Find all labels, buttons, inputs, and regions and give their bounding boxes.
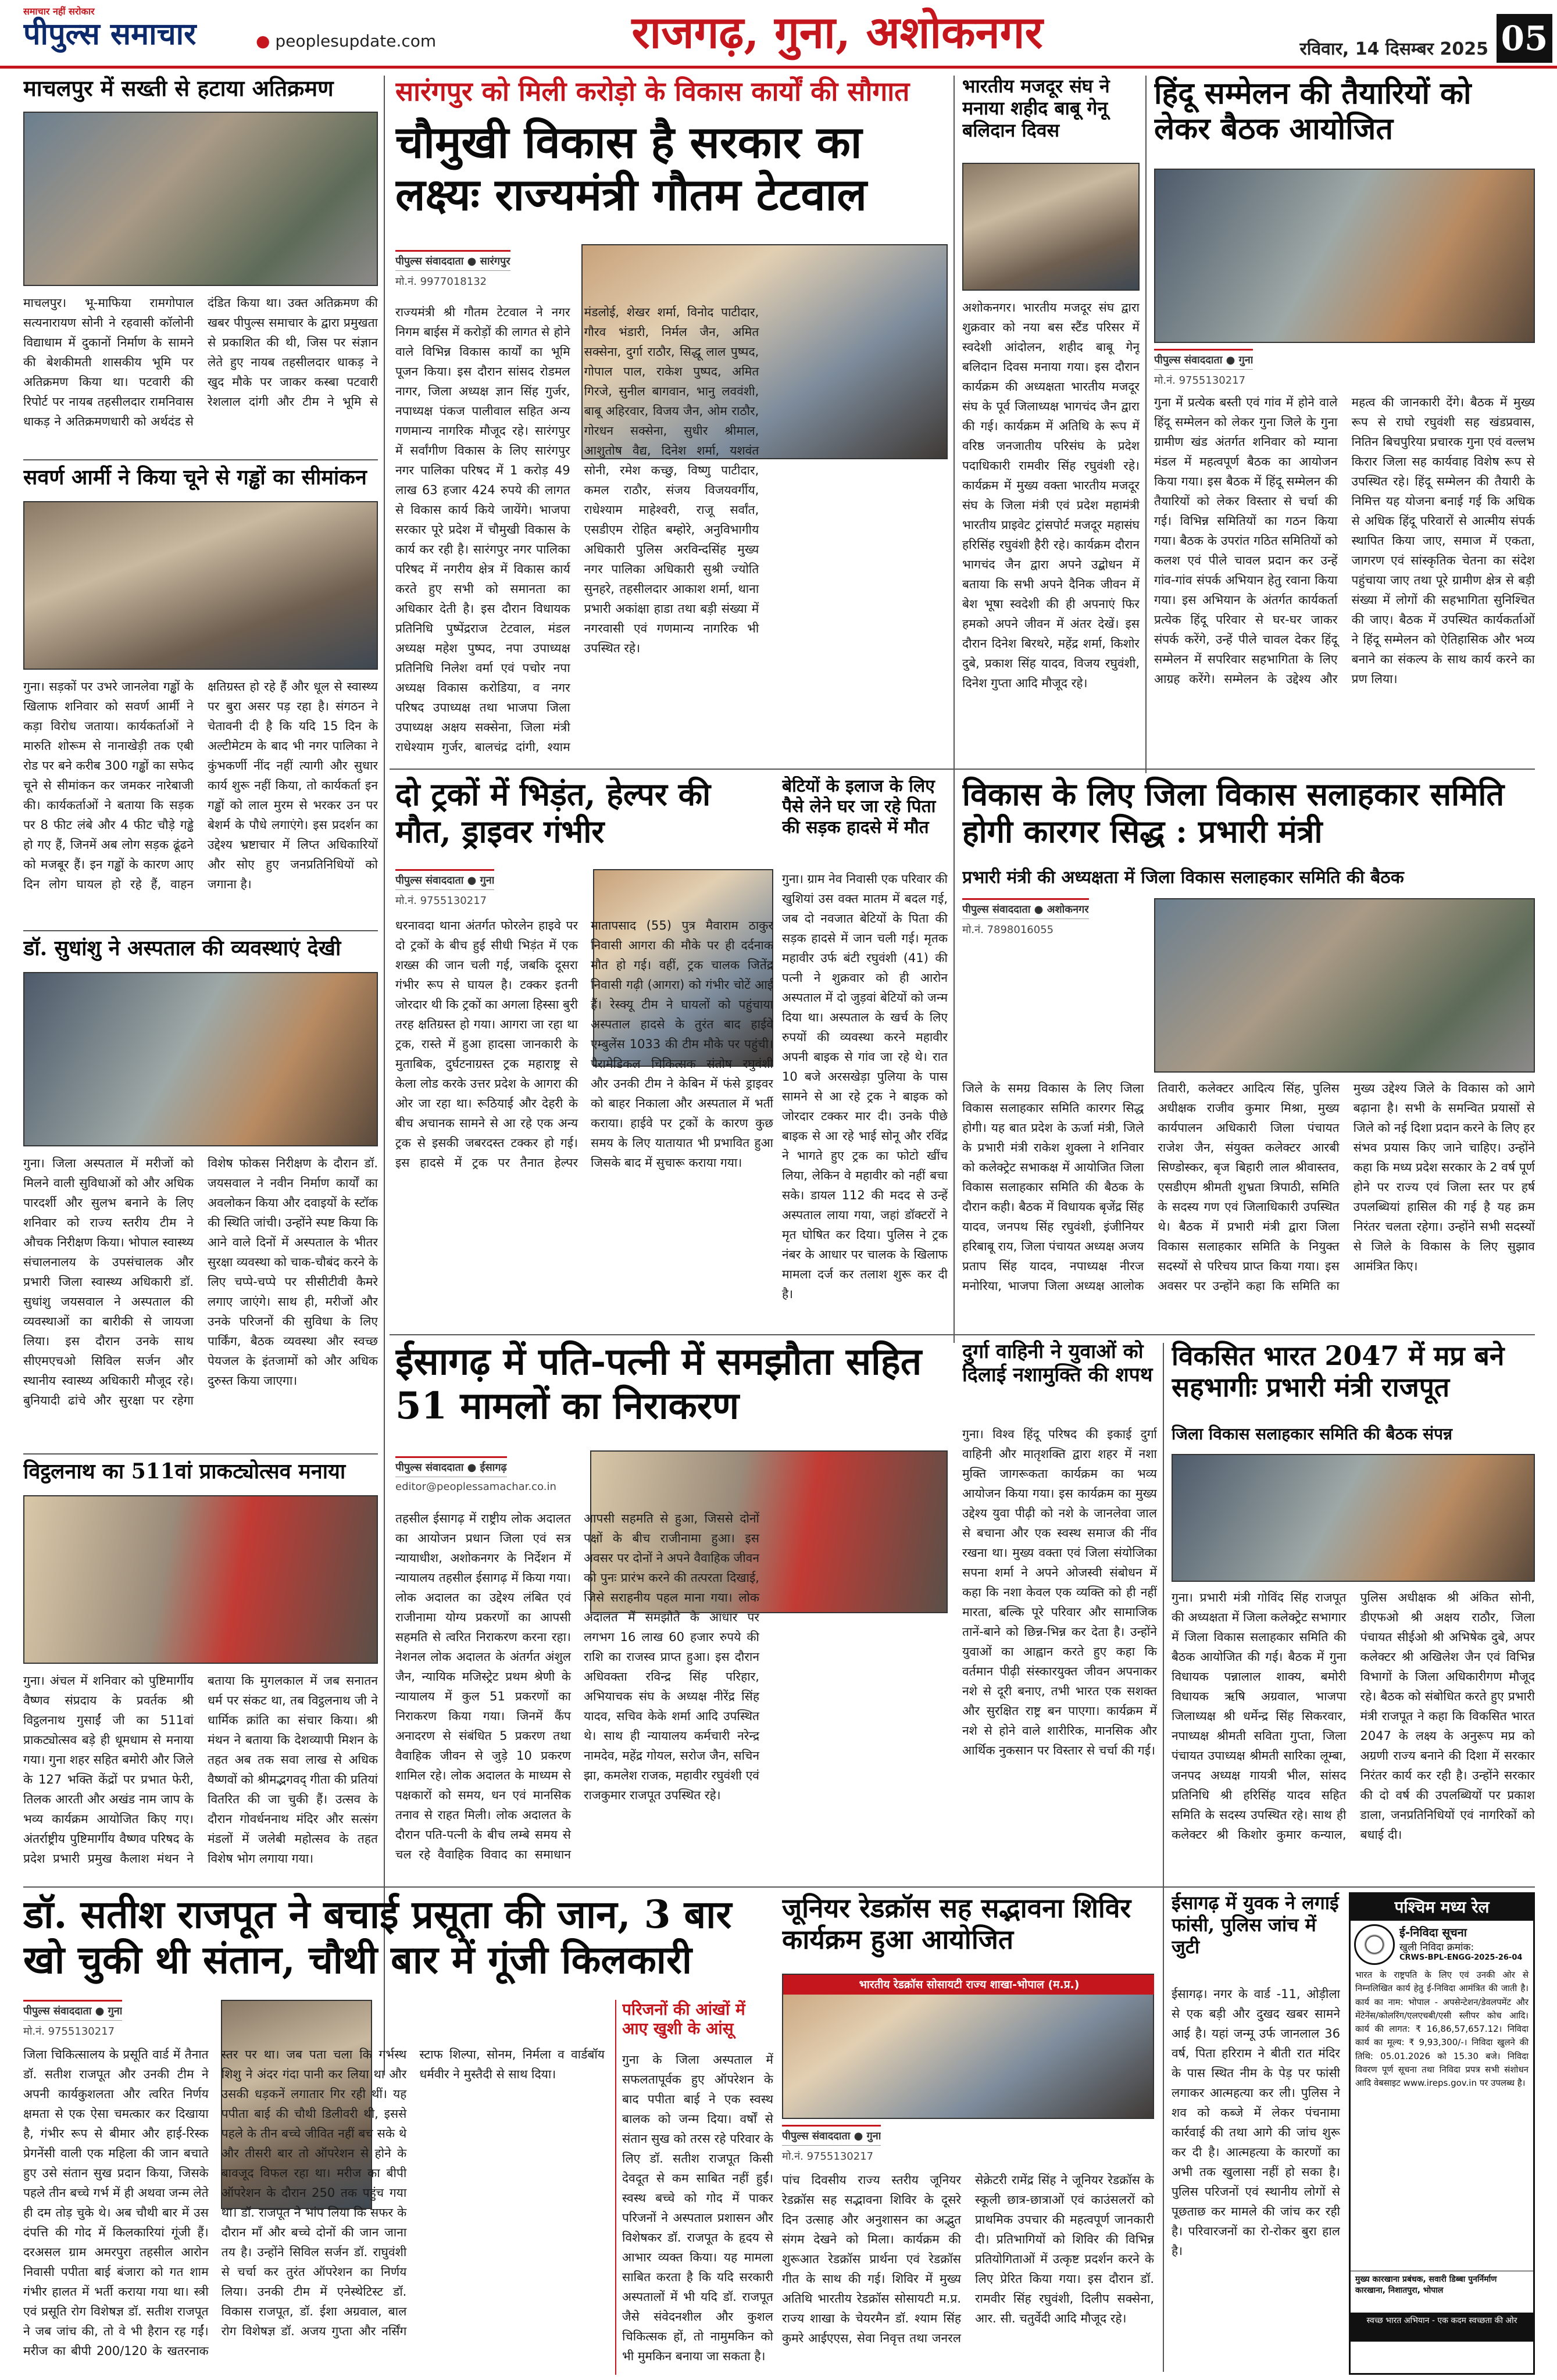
headline: ईसागढ़ में युवक ने लगाई फांसी, पुलिस जांच में जुटी <box>1172 1892 1339 1958</box>
photo-encroachment-removal <box>23 112 378 286</box>
railway-tender-ad <box>1349 1892 1535 2375</box>
column-rule <box>384 76 385 2075</box>
photo-potholes-protest <box>23 501 378 670</box>
paper-logo <box>23 5 244 63</box>
section-rule <box>23 1453 378 1455</box>
article-body: तहसील ईसागढ़ में राष्ट्रीय लोक अदालत का आयोजन प्रधान जिला एवं सत्र न्यायाधीश, अशोकनगर के निर्देशन में न्यायालय तहसील ईसागढ़ में किया गया। लोक अदालत का उद्देश्य लंबित एवं राजीनामा योग्य प्रकरणों का आपसी सहमति से त्वरित निराकरण करना रहा। नेशनल लोक अदालत के अंतर्गत अंशुल जैन, न्यायिक मजिस्ट्रेट प्रथम श्रेणी के न्यायालय में कुल 51 प्रकरणों का निराकरण किया गया। जिनमें कैंप अनादरण से संबंधित 5 प्रकरण तथा वैवाहिक जीवन से जुड़े 10 प्रकरण शामिल रहे। लोक अदालत के माध्यम से पक्षकारों को समय, धन एवं मानसिक तनाव से राहत मिली। लोक अदालत के दौरान पति-पत्नी के बीच लम्बे समय से चल रहे वैवाहिक विवाद का समाधान आपसी सहमति से हुआ, जिससे दोनों पक्षों के बीच राजीनामा हुआ। इस अवसर पर दोनों ने अपने वैवाहिक जीवन को पुनः प्रारंभ करने की तत्परता दिखाई, जिसे सराहनीय पहल माना गया। लोक अदालत में समझौते के आधार पर लगभग 16 लाख 60 हजार रुपये की राशि का राजस्व प्राप्त हुआ। इस दौरान अधिवक्ता रविन्द्र सिंह परिहार, अभियाचक संघ के अध्यक्ष नीरेंद्र सिंह यादव, सचिव केके शर्मा आदि उपस्थित थे। साथ ही न्यायालय कर्मचारी नरेन्द्र नामदेव, महेंद्र गोयल, सरोज जैन, सचिन झा, कमलेश राजक, महावीर रघुवंशी एवं राजकुमार राजपूत उपस्थित रहे। <box>395 1511 759 1862</box>
article-truck-collision <box>395 776 773 1328</box>
photo-committee-meeting <box>1154 898 1535 1073</box>
photo-viksit-meeting <box>1172 1454 1535 1582</box>
mobile-number: मो.नं. 9755130217 <box>782 2150 874 2163</box>
article-durga-vahini <box>962 1340 1157 1881</box>
article-body: गुना। जिला अस्पताल में मरीजों को मिलने वाली सुविधाओं को और अधिक पारदर्शी और सुलभ बनाने के लिए शनिवार को राज्य स्तरीय टीम ने औचक निरीक्षण किया। भोपाल स्वास्थ्य संचालनालय के उपसंचालक और प्रभारी जिला स्वास्थ्य अधिकारी डॉ. सुधांशु जयसवाल ने अस्पताल की व्यवस्थाओं का बारीकी से जायजा लिया। इस दौरान उनके साथ सीएमएचओ सिविल सर्जन और स्थानीय स्वास्थ्य अधिकारी मौजूद रहे। बुनियादी ढांचे और सुरक्षा पर रहेगा विशेष फोकस निरीक्षण के दौरान डॉ. जयसवाल ने नवीन निर्माण कार्यों का अवलोकन किया और दवाइयों के स्टॉक की स्थिति जांची। उन्होंने स्पष्ट किया कि आने वाले दिनों में अस्पताल के भीतर सुरक्षा व्यवस्था को चाक-चौबंद करने के लिए चप्पे-चप्पे पर सीसीटीवी कैमरे लगाए जाएंगे। साथ ही, मरीजों और उनके परिजनों की सुविधा के लिए पार्किंग, बैठक व्यवस्था और स्वच्छ पेयजल के इंतजामों को और अधिक दुरुस्त किया जाएगा। <box>23 1156 378 1408</box>
article-body: गुना में प्रत्येक बस्ती एवं गांव में होने वाले हिंदू सम्मेलन को लेकर गुना जिले के गुना ग्रामीण खंड अंतर्गत शनिवार को म्याना मंडल में महत्वपूर्ण बैठक का आयोजन किया गया। इस बैठक में हिंदू सम्मेलन की तैयारियों को लेकर विस्तार से चर्चा की गई। विभिन्न समितियों का गठन किया गया। बैठक के उपरांत गठित समितियों को कलश एवं पीले चावल प्रदान कर उन्हें गांव-गांव संपर्क अभियान हेतु रवाना किया गया। इस अभियान के अंतर्गत कार्यकर्ता प्रत्येक हिंदू परिवार से घर-घर जाकर संपर्क करेंगे, उन्हें पीले चावल देकर हिंदू सम्मेलन में सपरिवार सहभागिता के लिए आग्रह करेंगे। सम्मेलन के उद्देश्य और महत्व की जानकारी देंगे। बैठक में मुख्य रूप से राघो रघुवंशी सह खंडप्रवास, नितिन बिचपुरिया प्रचारक गुना एवं वल्लभ किरार जिला सह कार्यवाह विशेष रूप से उपस्थित रहे। हिंदू सम्मेलन की तैयारी के निमित्त यह योजना बनाई गई कि अधिक से अधिक हिंदू परिवारों से आत्मीय संपर्क स्थापित किया जाए, समाज में एकता, जागरण एवं सांस्कृतिक चेतना का संदेश पहुंचाया जाए तथा पूरे ग्रामीण क्षेत्र से बड़ी संख्या में लोगों की सहभागिता सुनिश्चित की जाए। बैठक में उपस्थित कार्यकर्ताओं ने हिंदू सम्मेलन को ऐतिहासिक और भव्य बनाने का संकल्प के साथ कार्य करने का प्रण लिया। <box>1154 395 1535 687</box>
headline: बेटियों के इलाज के लिए पैसे लेने घर जा रहे पिता की सड़क हादसे में मौत <box>782 776 936 838</box>
column-rule <box>1145 76 1147 773</box>
article-body: गुना। प्रभारी मंत्री गोविंद सिंह राजपूत की अध्यक्षता में जिला कलेक्ट्रेट सभागार में जिला विकास सलाहकार समिति की बैठक आयोजित की गई। बैठक में गुना विधायक पन्नालाल शाक्य, बमोरी विधायक ऋषि अग्रवाल, भाजपा जिलाध्यक्ष श्री धर्मेन्द्र सिंह सिकरवार, नपाध्यक्ष श्रीमती सविता गुप्ता, जिला पंचायत उपाध्यक्ष श्रीमती सारिका लूम्बा, जनपद अध्यक्ष गायत्री भील, सांसद प्रतिनिधि श्री हरिसिंह यादव सहित समिति के सदस्य उपस्थित रहे। साथ ही कलेक्टर श्री किशोर कुमार कन्याल, पुलिस अधीक्षक श्री अंकित सोनी, डीएफओ श्री अक्षय राठौर, जिला पंचायत सीईओ श्री अभिषेक दुबे, अपर कलेक्टर श्री अखिलेश जैन एवं विभिन्न विभागों के जिला अधिकारीगण मौजूद रहे। बैठक को संबोधित करते हुए प्रभारी मंत्री राजपूत ने कहा कि विकसित भारत 2047 के लक्ष्य के अनुरूप मप्र को अग्रणी राज्य बनाने की दिशा में सरकार निरंतर कार्य कर रही है। उन्होंने सरकार की दो वर्ष की उपलब्धियों पर प्रकाश डाला, जनप्रतिनिधियों एवं नागरिकों को बधाई दी। <box>1172 1591 1535 1842</box>
byline: पीपुल्स संवाददाता ● गुना <box>23 2000 122 2021</box>
photo-meeting <box>1154 169 1535 343</box>
section-rule <box>390 1334 1535 1335</box>
column-rule <box>954 76 955 1343</box>
headline: दो ट्रकों में भिड़ंत, हेल्पर की मौत, ड्राइवर गंभीर <box>395 776 711 850</box>
site-url[interactable] <box>256 31 453 55</box>
article-red-cross <box>782 1892 1154 2375</box>
section-rule <box>23 1886 1535 1888</box>
headline: विकास के लिए जिला विकास सलाहकार समिति होगी कारगर सिद्ध : प्रभारी मंत्री <box>962 776 1505 850</box>
section-rule <box>23 459 378 460</box>
article-body: माचलपुर। भू-माफिया रामगोपाल सत्यनारायण सोनी ने रहवासी कॉलोनी विद्याधाम में दुकानों निर्माण के सामने की बेशकीमती शासकीय भूमि पर अतिक्रमण किया था। पटवारी की रिपोर्ट पर नायब तहसीलदार रामनिवास धाकड़ ने अतिक्रमणधारी को अर्थदंड से दंडित किया था। उक्त अतिक्रमण की खबर पीपुल्स समाचार के द्वारा प्रमुखता से प्रकाशित की थी, जिस पर संज्ञान लेते हुए नायब तहसीलदार धाकड़ ने खुद मौके पर जाकर कस्बा पटवारी रेशलाल दांगी और टीम ने भूमि से <box>23 296 378 429</box>
region-title: राजगढ़, गुना, अशोकनगर <box>631 6 1043 58</box>
article-body: गुना। विश्व हिंदू परिषद की इकाई दुर्गा वाहिनी और मातृशक्ति द्वारा शहर में नशा मुक्ति जागरूकता कार्यक्रम का भव्य आयोजन किया गया। इस कार्यक्रम का मुख्य उद्देश्य युवा पीढ़ी को नशे के जानलेवा जाल से बचाना और एक स्वस्थ समाज की नींव रखना था। मुख्य वक्ता एवं जिला संयोजिका सपना शर्मा ने अपने ओजस्वी संबोधन में कहा कि नशा केवल एक व्यक्ति को ही नहीं मारता, बल्कि पूरे परिवार और सामाजिक तानें-बाने को छिन्न-भिन्न कर देता है। उन्होंने युवाओं का आह्वान करते हुए कहा कि वर्तमान पीढ़ी संस्कारयुक्त जीवन अपनाकर नशे से दूरी बनाए, तभी भारत एक सशक्त और सुरक्षित राष्ट्र बन पाएगा। कार्यक्रम में नशे से होने वाले शारीरिक, मानसिक और आर्थिक नुकसान पर विस्तार से चर्चा की गई। <box>962 1427 1157 1758</box>
sidebox-body: गुना के जिला अस्पताल में सफलतापूर्वक हुए ऑपरेशन के बाद पपीता बाई ने एक स्वस्थ बालक को जन्म दिया। वर्षों से संतान सुख को तरस रहे परिवार के लिए डॉ. सतीश राजपूत किसी देवदूत से कम साबित नहीं हुईं। स्वस्थ बच्चे को गोद में पाकर परिजनों ने अस्पताल प्रशासन और विशेषकर डॉ. राजपूत के हृदय से आभार व्यक्त किया। यह मामला साबित करता है कि यदि सरकारी अस्पतालों में भी यदि डॉ. राजपूत जैसे संवेदनशील और कुशल चिकित्सक हों, तो नामुमकिन को भी मुमकिन बनाया जा सकता है। <box>622 2053 773 2364</box>
article-hospital-inspection <box>23 936 378 1448</box>
byline-block <box>395 250 570 296</box>
sidebox-headline: परिजनों की आंखों में आए खुशी के आंसू <box>622 2000 745 2039</box>
byline: पीपुल्स संवाददाता ● गुना <box>395 869 494 890</box>
issue-date: रविवार, 14 दिसम्बर 2025 <box>1299 39 1488 59</box>
section-rule <box>390 769 1535 770</box>
article-body: अशोकनगर। भारतीय मजदूर संघ द्वारा शुक्रवार को नया बस स्टैंड परिसर में स्वदेशी आंदोलन, शहीद बाबू गेनू बलिदान दिवस मनाया गया। इस दौरान कार्यक्रम की अध्यक्षता भारतीय मजदूर संघ के पूर्व जिलाध्यक्ष भागचंद जैन द्वारा की गई। कार्यक्रम में अतिथि के रूप में वरिष्ठ जनजातीय परिसंघ के प्रदेश पदाधिकारी रामवीर सिंह रघुवंशी रहे। कार्यक्रम में मुख्य वक्ता भारतीय मजदूर संघ के जिला मंत्री एवं प्रदेश महामंत्री भारतीय प्राइवेट ट्रांसपोर्ट मजदूर महासंघ हरिसिंह रघुवंशी हैरी रहे। कार्यक्रम दौरान भागचंद जैन द्वारा अपने उद्बोधन में बताया कि सभी अपने दैनिक जीवन में बेश भूषा स्वदेशी की ही अपनाएं फिर हमको अपने जीवन में अंतर देखें। इस दौरान दिनेश बिरथरे, महेंद्र शर्मा, किशोर दुबे, प्रकाश सिंह यादव, विजय रघुवंशी, दिनेश गुप्ता आदि मौजूद रहे। <box>962 301 1140 691</box>
article-body: गुना। ग्राम नेव निवासी एक परिवार की खुशियां उस वक्त मातम में बदल गई, जब दो नवजात बेटियों के पिता की सड़क हादसे में जान चली गई। मृतक महावीर उर्फ बंटी रघुवंशी (41) की पत्नी ने शुक्रवार को ही आरोन अस्पताल में दो जुड़वां बेटियों को जन्म दिया था। अस्पताल के खर्च के लिए रुपयों की व्यवस्था करने महावीर अपनी बाइक से गांव जा रहे थे। रात 10 बजे अरसखेड़ा पुलिया के पास सामने से आ रहे ट्रक ने बाइक को जोरदार टक्कर मार दी। उनके पीछे बाइक से आ रहे भाई सोनू और रविंद्र ने भागते हुए ट्रक का फोटो खींच लिया, लेकिन वे महावीर को नहीं बचा सके। डायल 112 की मदद से उन्हें अस्पताल लाया गया, जहां डॉक्टरों ने मृत घोषित कर दिया। पुलिस ने ट्रक नंबर के आधार पर चालक के खिलाफ मामला दर्ज कर तलाश शुरू कर दी है। <box>782 872 948 1302</box>
masthead <box>0 0 1557 69</box>
photo-bms-event <box>962 163 1140 291</box>
byline: पीपुल्स संवाददाता ● सारंगपुर <box>395 250 510 271</box>
headline: माचलपुर में सख्ती से हटाया अतिक्रमण <box>23 76 334 101</box>
ad-slogan: स्वच्छ भारत अभियान - एक कदम स्वच्छता की ओर <box>1351 2313 1533 2342</box>
article-body: जिला चिकित्सालय के प्रसूति वार्ड में तैनात डॉ. सतीश राजपूत और उनकी टीम ने अपनी कार्यकुशलता और त्वरित निर्णय क्षमता से एक ऐसा चमत्कार कर दिखाया है, गंभीर रूप से बीमार और हाई-रिस्क प्रेगनेंसी वाली एक महिला की जान बचाते हुए उसे संतान सुख प्रदान किया, जिसके पहले तीन बच्चे गर्भ में ही अथवा जन्म लेते ही दम तोड़ चुके थे। अब चौथी बार में उस दंपत्ति की गोद में किलकारियां गूंजी हैं। दरअसल ग्राम अमरपुरा तहसील आरोन निवासी पपीता बाई बंजारा को गत शाम गंभीर हालत में भर्ती कराया गया था। स्त्री एवं प्रसूति रोग विशेषज्ञ डॉ. सतीश राजपूत ने जब जांच की, तो वे भी हैरान रह गईं। मरीज का बीपी 200/120 के खतरनाक स्तर पर था। जब पता चला कि गर्भस्थ शिशु ने अंदर गंदा पानी कर लिया था और उसकी धड़कनें लगातार गिर रही थीं। यह पपीता बाई की चौथी डिलीवरी थी, इससे पहले के तीन बच्चे जीवित नहीं बच सके थे और तीसरी बार तो ऑपरेशन से होने के बावजूद विफल रहा था। मरीज का बीपी ऑपरेशन के दौरान 250 तक पहुंच गया था। डॉ. राजपूत ने भांप लिया कि सफर के दौरान माँ और बच्चे दोनों की जान जाना तय है। उन्होंने सिविल सर्जन डॉ. राघुवंशी से चर्चा कर तुरंत ऑपरेशन का निर्णय लिया। उनकी टीम में एनेस्थेटिस्ट डॉ. विकास राजपूत, डॉ. ईशा अग्रवाल, बाल रोग विशेषज्ञ डॉ. अजय गुप्ता और नर्सिंग स्टाफ शिल्पा, सोनम, निर्मला व वार्डबॉय धर्मवीर ने मुस्तैदी से साथ दिया। <box>23 2047 605 2358</box>
paper-title: पीपुल्स समाचार <box>23 16 197 52</box>
headline: भारतीय मजदूर संघ ने मनाया शहीद बाबू गेनू बलिदान दिवस <box>962 76 1110 141</box>
region-banner <box>576 6 1099 62</box>
mobile-number: मो.नं. 9977018132 <box>395 276 487 288</box>
kicker: सारंगपुर को मिली करोड़ो के विकास कार्यों की सौगात <box>395 76 910 107</box>
byline-block <box>962 898 1148 939</box>
byline: पीपुल्स संवाददाता ● ईसागढ़ <box>395 1456 507 1477</box>
headline: डॉ. सतीश राजपूत ने बचाई प्रसूता की जान, 3 बार खो चुकी थी संतान, चौथी बार में गूंजी किलकारी <box>23 1892 732 1982</box>
byline-block <box>782 2125 968 2165</box>
ad-body: भारत के राष्ट्रपति के लिए एवं उनकी ओर से निम्नलिखित कार्य हेतु ई-निविदा आमंत्रित की जाती है। कार्य का नाम: भोपाल - अपसेन्टेशन/डेवलपमेंट और मेंटेनेंस/कोलरिंग/एलएचबी/एसी स्लीपर कोच आदि। कार्य की लागत: ₹ 16,86,57,657.12। निविदा कार्य का मूल्य: ₹ 9,93,300/-। निविदा खुलने की तिथि: 05.01.2026 को 15.30 बजे। निविदा विवरण पूर्ण सूचना तथा निविदा प्रपत्र सभी संशोधन आदि वेबसाइट www.ireps.gov.in पर उपलब्ध है। <box>1355 1970 1529 2088</box>
article-bms <box>962 76 1140 762</box>
headline: ईसागढ़ में पति-पत्नी में समझौता सहित 51 मामलों का निराकरण <box>395 1340 922 1428</box>
byline: पीपुल्स संवाददाता ● अशोकनगर <box>962 898 1089 919</box>
photo-festival <box>23 1495 378 1664</box>
byline-block <box>23 2000 209 2040</box>
isagarh-byline-block <box>395 1456 581 1503</box>
ad-footer: मुख्य कारखाना प्रबंधक, सवारी डिब्बा पुनर्निर्माण कारखाना, निशातपुरा, भोपाल <box>1351 2271 1533 2313</box>
globe-icon: ● <box>256 31 270 51</box>
byline: पीपुल्स संवाददाता ● गुना <box>782 2125 881 2146</box>
headline: विकसित भारत 2047 में मप्र बने सहभागीः प्रभारी मंत्री राजपूत <box>1172 1340 1505 1403</box>
ad-header <box>1351 1894 1533 1921</box>
banner-text: भारतीय रेडक्रॉस सोसायटी राज्य शाखा-भोपाल (म.प्र.) <box>783 1975 1154 1995</box>
headline: हिंदू सम्मेलन की तैयारियों को लेकर बैठक आयोजित <box>1154 76 1472 147</box>
ad-subtitle-2: खुली निविदा क्रमांक: <box>1399 1942 1474 1953</box>
article-viksit-bharat <box>1172 1340 1535 1881</box>
headline: जूनियर रेडक्रॉस सह सद्भावना शिविर कार्यक्रम हुआ आयोजित <box>782 1892 1131 1956</box>
site-url-text: peoplesupdate.com <box>275 31 437 51</box>
article-body: गुना। अंचल में शनिवार को पुष्टिमार्गीय वैष्णव संप्रदाय के प्रवर्तक श्री विट्ठलनाथ गुसाईं जी का 511वां प्राकट्योत्सव बड़े ही धूमधाम से मनाया गया। गुना शहर सहित बमोरी और जिले के 127 भक्ति केंद्रों पर प्रभात फेरी, तिलक आरती और अखंड नाम जाप के भव्य कार्यक्रम आयोजित किए गए। अंतर्राष्ट्रीय पुष्टिमार्गीय वैष्णव परिषद के प्रदेश प्रभारी प्रमुख कैलाश मंथन ने बताया कि मुगलकाल में जब सनातन धर्म पर संकट था, तब विट्ठलनाथ जी ने धार्मिक क्रांति का संचार किया। श्री मंथन ने बताया कि देशव्यापी मिशन के तहत अब तक सवा लाख से अधिक वैष्णवों को श्रीमद्भगवद् गीता की प्रतियां वितरित की जा चुकी हैं। उत्सव के दौरान गोवर्धननाथ मंदिर और सत्संग मंडलों में जलेबी महोत्सव के तहत विशेष भोग लगाया गया। <box>23 1674 378 1866</box>
article-dr-satish <box>23 1892 773 2375</box>
page-number: 05 <box>1497 14 1552 63</box>
article-body: धरनावदा थाना अंतर्गत फोरलेन हाइवे पर दो ट्रकों के बीच हुई सीधी भिड़ंत में एक शख्स की जान चली गई, जबकि दूसरा गंभीर रूप से घायल है। टक्कर इतनी जोरदार थी कि ट्रकों का अगला हिस्सा बुरी तरह क्षतिग्रस्त हो गया। आगरा जा रहा था ट्रक, रास्ते में हुआ हादसा जानकारी के मुताबिक, दुर्घटनाग्रस्त ट्रक महाराष्ट्र से केला लोड करके उत्तर प्रदेश के आगरा की ओर जा रहा था। रूठियाई और देहरी के बीच अचानक सामने से आ रहे एक अन्य ट्रक से इसकी जबरदस्त टक्कर हो गई। इस हादसे में ट्रक पर तैनात हेल्पर मातापसाद (55) पुत्र मैवाराम ठाकुर निवासी आगरा की मौके पर ही दर्दनाक मौत हो गई। वहीं, ट्रक चालक जितेंद्र निवासी गढ़ी (आगरा) को गंभीर चोटें आई हैं। रेस्क्यू टीम ने घायलों को पहुंचाया अस्पताल हादसे के तुरंत बाद हाईवे एम्बुलेंस 1033 की टीम मौके पर पहुंची। पैरामेडिकल चिकित्सक संतोष रघुवंशी और उनकी टीम ने केबिन में फंसे ड्राइवर को बाहर निकाला और अस्पताल में भर्ती कराया। हाईवे पर ट्रकों के कारण कुछ समय के लिए यातायात भी प्रभावित हुआ जिसके बाद में सुचारू कराया गया। <box>395 919 773 1170</box>
photo-red-cross-camp <box>782 1974 1154 2119</box>
byline-block <box>395 869 581 910</box>
ad-subtitle: ई-निविदा सूचना <box>1399 1925 1467 1939</box>
column-rule <box>1163 1343 1164 2372</box>
article-body: जिले के समग्र विकास के लिए जिला विकास सलाहकार समिति कारगर सिद्ध होगी। यह बात प्रदेश के ऊर्जा मंत्री, जिले के प्रभारी मंत्री राकेश शुक्ला ने शनिवार को कलेक्ट्रेट सभाकक्ष में आयोजित जिला विकास सलाहकार समिति की बैठक के दौरान कही। बैठक में विधायक बृजेंद्र सिंह यादव, जनपथ सिंह रघुवंशी, इंजीनियर हरिबाबू राय, जिला पंचायत अध्यक्ष अजय प्रताप सिंह यादव, नपाध्यक्ष नीरज मनोरिया, भाजपा जिला अध्यक्ष आलोक तिवारी, कलेक्टर आदित्य सिंह, पुलिस अधीक्षक राजीव कुमार मिश्रा, मुख्य कार्यपालन अधिकारी जिला पंचायत राजेश जैन, संयुक्त कलेक्टर आरबी सिण्डोस्कर, बृज बिहारी लाल श्रीवास्तव, एसडीएम श्रीमती शुभ्रता त्रिपाठी, समिति के सदस्य गण एवं जिलाधिकारी उपस्थित थे। बैठक में प्रभारी मंत्री द्वारा जिला विकास सलाहकार समिति के नियुक्त सदस्यों से परिचय प्राप्त किया गया। इस अवसर पर उन्होंने कहा कि समिति का मुख्य उद्देश्य जिले के विकास को आगे बढ़ाना है। सभी के समन्वित प्रयासों से जिले को नई दिशा प्रदान करने के लिए हर संभव प्रयास किए जाने चाहिए। उन्होंने कहा कि मध्य प्रदेश सरकार के 2 वर्ष पूर्ण होने पर राज्य एवं जिला स्तर पर हर्ष उपलब्धियां हासिल की गई है यह क्रम निरंतर चलता रहेगा। उन्होंने सभी सदस्यों से जिले के विकास के लिए सुझाव आमंत्रित किए। <box>962 1081 1535 1293</box>
mobile-number: मो.नं. 9755130217 <box>1154 374 1246 387</box>
byline: पीपुल्स संवाददाता ● गुना <box>1154 349 1253 370</box>
sidebox-happiness <box>615 2000 773 2375</box>
headline: दुर्गा वाहिनी ने युवाओं को दिलाई नशामुक्ति की शपथ <box>962 1340 1153 1387</box>
article-lead <box>395 76 948 762</box>
article-savarna-army <box>23 465 378 924</box>
article-machalpur <box>23 76 378 453</box>
mobile-number: मो.नं. 9755130217 <box>395 895 487 907</box>
headline: सवर्ण आर्मी ने किया चूने से गड्ढों का सीमांकन <box>23 465 367 489</box>
photo-hospital-visit <box>23 972 378 1146</box>
mobile-number: मो.नं. 7898016055 <box>962 924 1054 936</box>
subheadline: जिला विकास सलाहकार समिति की बैठक संपन्न <box>1172 1424 1452 1443</box>
section-rule <box>23 930 378 931</box>
article-father-accident <box>782 776 948 1328</box>
ad-reference: CRWS-BPL-ENGG-2025-26-04 <box>1399 1953 1523 1962</box>
headline: चौमुखी विकास है सरकार का लक्ष्यः राज्यमंत्री गौतम टेटवाल <box>395 116 867 220</box>
article-body: पांच दिवसीय राज्य स्तरीय जूनियर रेडक्रॉस सह सद्भावना शिविर के दूसरे दिन उत्साह और अनुशासन का अद्भुत संगम देखने को मिला। कार्यक्रम की शुरूआत रेडक्रॉस प्रार्थना एवं रेडक्रॉस गीत के साथ की गई। शिविर में मुख्य अतिथि भारतीय रेडक्रॉस सोसायटी म.प्र. राज्य शाखा के चेयरमैन डॉ. श्याम सिंह कुमरे आईएएस, सेवा निवृत्त तथा जनरल सेक्रेटरी रामेंद्र सिंह ने जूनियर रेडक्रॉस के स्कूली छात्र-छात्राओं एवं काउंसलरों को प्राथमिक उपचार की महत्वपूर्ण जानकारी दी। प्रतिभागियों को शिविर की विभिन्न प्रतियोगिताओं में उत्कृष्ट प्रदर्शन करने के लिए प्रेरित किया गया। इस दौरान डॉ. रामवीर सिंह रघुवंशी, दिलीप सक्सेना, आर. सी. चतुर्वेदी आदि मौजूद रहे। <box>782 2173 1154 2346</box>
mobile-number: मो.नं. 9755130217 <box>23 2025 115 2038</box>
article-hindu-sammelan <box>1154 76 1535 762</box>
byline-block <box>1154 349 1340 389</box>
headline: विट्ठलनाथ का 511वां प्राकट्योत्सव मनाया <box>23 1459 346 1484</box>
article-district-committee <box>962 776 1535 1325</box>
railway-logo-icon <box>1354 1924 1395 1965</box>
article-body: गुना। सड़कों पर उभरे जानलेवा गड्ढों के खिलाफ शनिवार को सवर्ण आर्मी ने कड़ा विरोध जताया। कार्यकर्ताओं ने मारुति शोरूम से नानाखेड़ी तक एबी रोड पर बने करीब 300 गड्ढों का सफेद चूने से सीमांकन कर जमकर नारेबाजी की। कार्यकर्ताओं ने बताया कि सड़क पर 8 फीट लंबे और 4 फीट चौड़े गड्ढे हो गए हैं, जिनमें अब लोग सड़क ढूंढने को मजबूर हैं। इन गड्ढों के कारण आए दिन लोग घायल हो रहे हैं, वाहन क्षतिग्रस्त हो रहे हैं और धूल से स्वास्थ्य पर बुरा असर पड़ रहा है। संगठन ने चेतावनी दी है कि यदि 15 दिन के अल्टीमेटम के बाद भी नगर पालिका ने कुंभकर्णी नींद नहीं त्यागी और सुधार कार्य शुरू नहीं किया, तो कार्यकर्ता इन गड्ढों को लाल मुरम से भरकर उन पर बेशर्म के पौधे लगाएंगे। इस प्रदर्शन का उद्देश्य भ्रष्टाचार में लिप्त अधिकारियों और सोए हुए जनप्रतिनिधियों को जगाना है। <box>23 680 378 892</box>
ad-header-text: पश्चिम मध्य रेल <box>1394 1897 1490 1917</box>
subheadline: प्रभारी मंत्री की अध्यक्षता में जिला विकास सलाहकार समिति की बैठक <box>962 867 1404 888</box>
headline: डॉ. सुधांशु ने अस्पताल की व्यवस्थाएं देखी <box>23 936 341 960</box>
paper-tagline: समाचार नहीं सरोकार <box>23 6 95 17</box>
article-isagarh-suicide <box>1172 1892 1340 2375</box>
email: editor@peoplessamachar.co.in <box>395 1481 556 1493</box>
article-body: राज्यमंत्री श्री गौतम टेटवाल ने नगर निगम बाईस में करोड़ों की लागत से होने वाले विभिन्न विकास कार्यों का भूमि पूजन किया। इस दौरान सांसद रोडमल नागर, जिला अध्यक्ष ज्ञान सिंह गुर्जर, नपाध्यक्ष पंकज पालीवाल सहित अन्य गणमान्य नागरिक मौजूद रहे। सारंगपुर में सर्वांगीण विकास के लिए सारंगपुर नगर पालिका परिषद में 1 करोड़ 49 लाख 63 हजार 424 रुपये की लागत से विकास कार्य किये जायेंगे। भाजपा सरकार पूरे प्रदेश में चौमुखी विकास के कार्य कर रही है। सारंगपुर नगर पालिका परिषद में नगरीय क्षेत्र में विकास कार्य करते हुए सभी को समानता का अधिकार देती है। इस दौरान विधायक प्रतिनिधि पुष्पेंद्रराज टेटवाल, मंडल अध्यक्ष महेश पुष्पद, नपा उपाध्यक्ष प्रतिनिधि निलेश वर्मा एवं पचोर नपा अध्यक्ष विकास करोडिया, व नगर परिषद उपाध्यक्ष तथा भाजपा जिला उपाध्यक्ष अक्षय सक्सेना, जिला मंत्री राधेश्याम गुर्जर, बालचंद्र दांगी, श्याम मंडलोई, शेखर शर्मा, विनोद पाटीदार, गौरव भंडारी, निर्मल जैन, अमित सक्सेना, दुर्गा राठौर, सिद्धू लाल पुष्पद, गोपाल पाल, राकेश पुष्पद, अमित गिरजे, सुनील बागवान, भानु लववंशी, बाबू अहिरवार, विजय जैन, ओम राठौर, गोरधन सक्सेना, सुधीर श्रीमाल, आशुतोष वैद्य, दिनेश शर्मा, यशवंत सोनी, रमेश कच्छु, विष्णु पाटीदार, कमल राठौर, संजय विजयवर्गीय, राधेश्याम माहेश्वरी, राजू सर्वांत, एसडीएम रोहित बम्होरे, अनुविभागीय अधिकारी पुलिस अरविन्दसिंह मुख्य नगर पालिका अधिकारी सुश्री ज्योति सुनहरे, तहसीलदार आकाश शर्मा, थाना प्रभारी अकांक्षा हाडा तथा बड़ी संख्या में नगरवासी एवं गणमान्य नागरिक भी उपस्थित रहे। <box>395 305 759 755</box>
article-body: ईसागढ़। नगर के वार्ड -11, ओड़ीला से एक बड़ी और दुखद खबर सामने आई है। यहां जन्मू उर्फ जानलाल 36 वर्ष, पिता हरिराम ने बीती रात मंदिर के पास स्थित नीम के पेड़ पर फांसी लगाकर आत्महत्या कर ली। पुलिस ने शव को कब्जे में लेकर पंचनामा कार्रवाई की तथा आगे की जांच शुरू कर दी है। आत्महत्या के कारणों का अभी तक खुलासा नहीं हो सका है। पुलिस परिजनों एवं स्थानीय लोगों से पूछताछ कर मामले की जांच कर रही है। परिवारजनों का रो-रोकर बुरा हाल है। <box>1172 1987 1340 2259</box>
